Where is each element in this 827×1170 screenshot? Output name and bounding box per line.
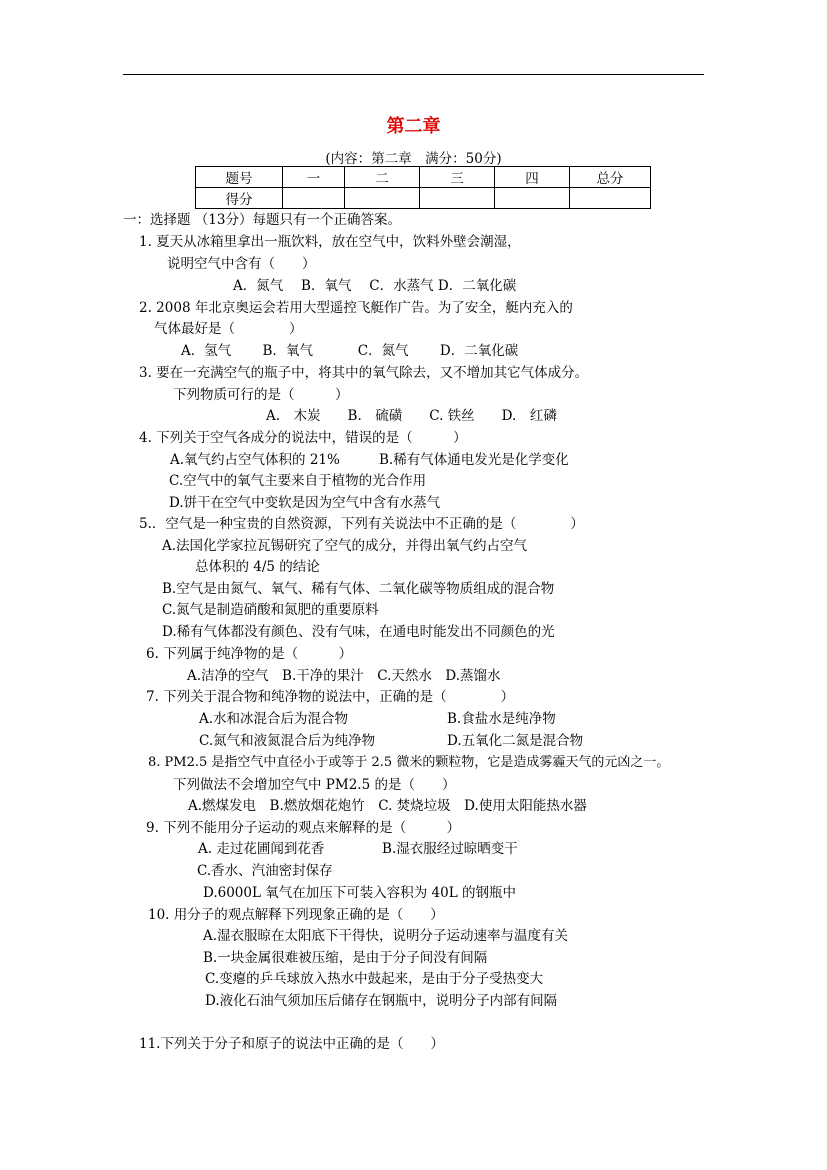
option-c: C.香水、汽油密封保存 xyxy=(197,863,333,879)
question-stem: 2. 2008 年北京奥运会若用大型遥控飞艇作广告。为了安全，艇内充入的 xyxy=(139,300,573,316)
option-a: A.湿衣服晾在太阳底下干得快，说明分子运动速率与温度有关 xyxy=(203,928,569,944)
score-table-score-row xyxy=(196,188,651,209)
option-a: A.水和冰混合后为混合物 xyxy=(199,711,349,727)
question-stem: 7. 下列关于混合物和纯净物的说法中，正确的是（ ） xyxy=(146,689,515,705)
question-stem: 5.．空气是一种宝贵的自然资源，下列有关说法中不正确的是（ ） xyxy=(139,516,584,532)
question-options: A.洁净的空气 B.干净的果汁 C.天然水 D.蒸馏水 xyxy=(187,668,501,684)
option-b: B.空气是由氮气、氧气、稀有气体、二氧化碳等物质组成的混合物 xyxy=(162,581,555,597)
question-stem: 3. 要在一充满空气的瓶子中，将其中的氧气除去，又不增加其它气体成分。 xyxy=(139,365,589,381)
option-a: A. 走过花圃闻到花香 xyxy=(198,841,325,857)
question-options: A.燃煤发电 B.燃放烟花炮竹 C. 焚烧垃圾 D.使用太阳能热水器 xyxy=(188,798,587,814)
page-title: 第二章 xyxy=(386,116,441,137)
score-cell: 总分 xyxy=(570,167,651,188)
question-stem: 8. PM2.5 是指空气中直径小于或等于 2.5 微米的颗粒物，它是造成雾霾天气的元凶之一。 xyxy=(148,755,670,770)
option-d: D.饼干在空气中变软是因为空气中含有水蒸气 xyxy=(169,495,441,511)
score-input-cell[interactable] xyxy=(570,188,651,209)
score-cell: 题号 xyxy=(196,167,283,188)
score-cell: 二 xyxy=(345,167,420,188)
question-stem: 4. 下列关于空气各成分的说法中，错误的是（ ） xyxy=(139,430,467,446)
option-a: A.氧气约占空气体积的 21% xyxy=(170,452,340,468)
score-cell: 得分 xyxy=(196,188,283,209)
question-options: A．氢气 B．氧气 C．氮气 D．二氧化碳 xyxy=(181,343,519,359)
option-c: C.空气中的氧气主要来自于植物的光合作用 xyxy=(169,473,427,489)
option-c: C.氮气和液氮混合后为纯净物 xyxy=(199,733,376,749)
score-input-cell[interactable] xyxy=(345,188,420,209)
question-options: A. 木炭 B. 硫磺 C. 铁丝 D. 红磷 xyxy=(266,408,557,424)
option-a-continued: 总体积的 4/5 的结论 xyxy=(195,559,320,575)
option-c: C.变瘪的乒乓球放入热水中鼓起来，是由于分子受热变大 xyxy=(205,971,544,987)
question-options: A．氮气 B．氧气 C．水蒸气 D．二氧化碳 xyxy=(233,278,517,294)
option-b: B.稀有气体通电发光是化学变化 xyxy=(379,452,569,468)
score-table xyxy=(195,166,651,209)
question-stem: 10. 用分子的观点解释下列现象正确的是（ ） xyxy=(148,907,444,923)
score-input-cell[interactable] xyxy=(283,188,345,209)
option-c: C.氮气是制造硝酸和氮肥的重要原料 xyxy=(162,602,379,618)
score-cell: 三 xyxy=(420,167,495,188)
question-stem: 说明空气中含有（ ） xyxy=(167,256,316,272)
question-stem: 气体最好是（ ） xyxy=(154,321,303,337)
option-b: B.食盐水是纯净物 xyxy=(447,711,556,727)
page-subtitle: (内容：第二章 满分：50分) xyxy=(325,151,502,167)
question-stem: 11.下列关于分子和原子的说法中正确的是（ ） xyxy=(139,1036,444,1052)
score-cell: 一 xyxy=(283,167,345,188)
option-d: D.液化石油气须加压后储存在钢瓶中，说明分子内部有间隔 xyxy=(205,993,558,1009)
question-stem: 下列做法不会增加空气中 PM2.5 的是（ ） xyxy=(173,777,456,793)
option-a: A.法国化学家拉瓦锡研究了空气的成分，并得出氧气约占空气 xyxy=(162,538,528,554)
score-input-cell[interactable] xyxy=(495,188,570,209)
option-d: D.稀有气体都没有颜色、没有气味，在通电时能发出不同颜色的光 xyxy=(162,624,555,640)
question-stem: 1. 夏天从冰箱里拿出一瓶饮料，放在空气中，饮料外壁会潮湿， xyxy=(139,234,521,250)
score-cell: 四 xyxy=(495,167,570,188)
option-d: D.6000L 氧气在加压下可装入容积为 40L 的钢瓶中 xyxy=(203,885,516,901)
score-table-header-row xyxy=(196,167,651,188)
question-stem: 9. 下列不能用分子运动的观点来解释的是（ ） xyxy=(146,820,461,836)
score-input-cell[interactable] xyxy=(420,188,495,209)
question-stem: 下列物质可行的是（ ） xyxy=(173,387,349,403)
option-b: B.一块金属很难被压缩，是由于分子间没有间隔 xyxy=(203,950,488,966)
section-heading: 一：选择题 （13分）每题只有一个正确答案。 xyxy=(123,212,401,228)
question-stem: 6. 下列属于纯净物的是（ ） xyxy=(146,646,353,662)
option-d: D.五氧化二氮是混合物 xyxy=(447,733,584,749)
option-b: B.湿衣服经过晾晒变干 xyxy=(382,841,518,857)
header-rule xyxy=(123,74,704,75)
